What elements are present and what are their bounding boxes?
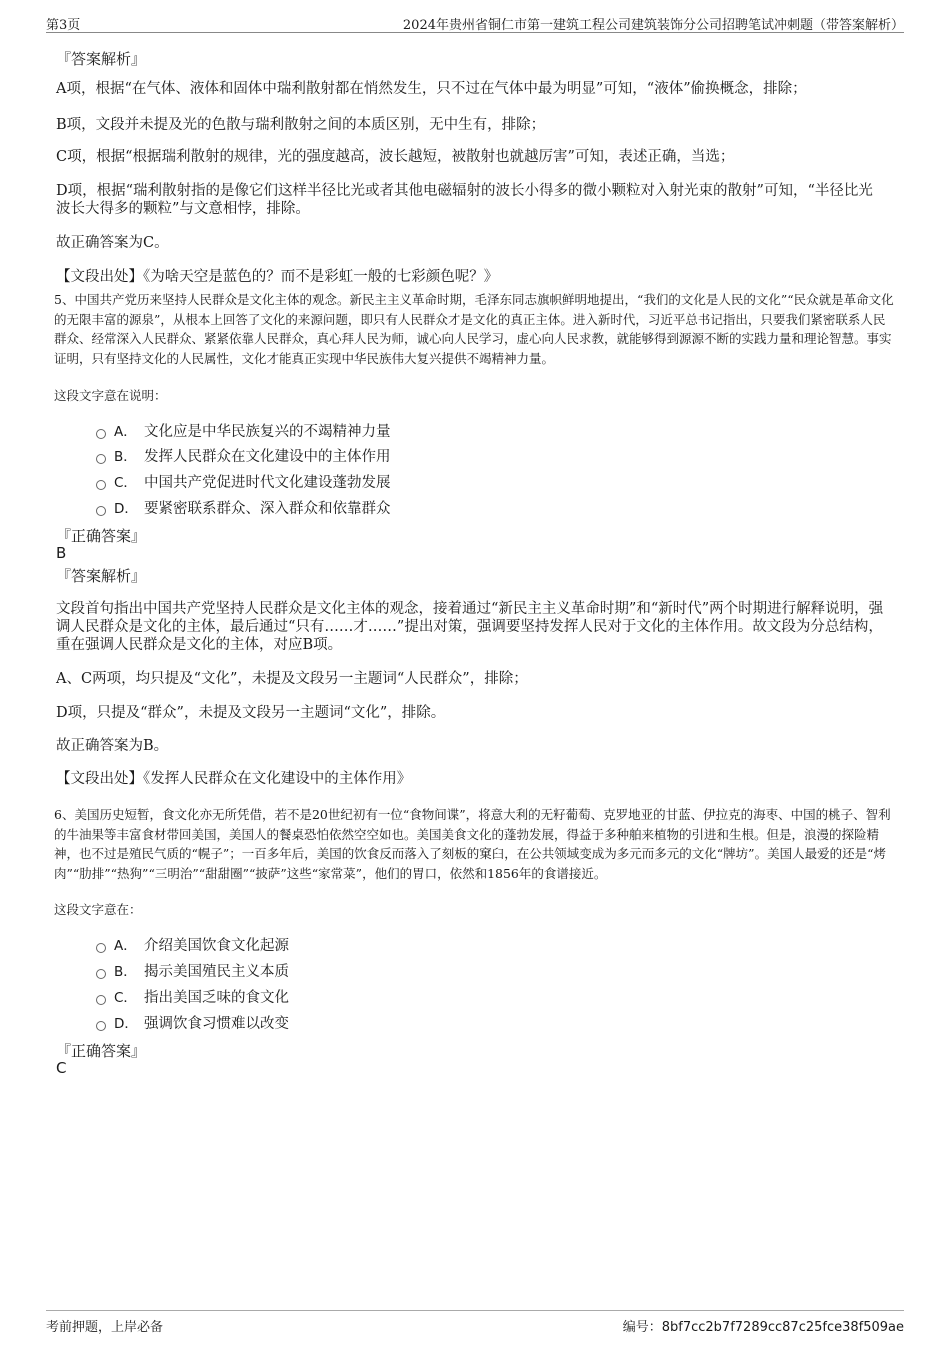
q5-option-b[interactable]	[96, 445, 391, 466]
option-text: 发挥人民群众在文化建设中的主体作用	[144, 449, 391, 465]
page-number: 第3页	[46, 18, 81, 33]
document-code: 编号：8bf7cc2b7f7289cc87c25fce38f509ae	[622, 1320, 904, 1335]
q5-analysis-d: D项，只提及“群众”，未提及文段另一主题词“文化”，排除。	[56, 705, 446, 721]
q5-conclusion: 故正确答案为B。	[56, 738, 169, 754]
option-key: B．	[114, 449, 137, 465]
q5-option-d[interactable]	[96, 497, 391, 518]
radio-icon[interactable]	[96, 454, 106, 464]
option-text: 强调饮食习惯难以改变	[144, 1016, 289, 1032]
option-text: 介绍美国饮食文化起源	[144, 938, 289, 954]
option-key: D．	[114, 501, 138, 517]
page-header	[46, 10, 904, 33]
option-key: A．	[114, 424, 137, 440]
q6-option-d[interactable]	[96, 1012, 289, 1033]
option-text: 文化应是中华民族复兴的不竭精神力量	[144, 424, 391, 440]
option-key: B．	[114, 964, 137, 980]
q5-answer: B	[56, 544, 67, 562]
q4-analysis-c: C项，根据“根据瑞利散射的规律，光的强度越高，波长越短，被散射也就越厉害”可知，表述正确，当选；	[56, 149, 735, 165]
radio-icon[interactable]	[96, 506, 106, 516]
q6-prompt: 这段文字意在：	[54, 902, 142, 917]
q5-source: 【文段出处】《发挥人民群众在文化建设中的主体作用》	[56, 771, 412, 787]
q6-stem: 6、美国历史短暂，食文化亦无所凭借，若不是20世纪初有一位“食物间谍”，将意大利的无籽葡萄、克罗地亚的甘蓝、伊拉克的海枣、中国的桃子、智利的牛油果等丰富食材带回美国，美国人的餐桌恐怕依然空空如也。美国美食文化的蓬勃发展，得益于多种舶来植物的引进和生根。但是，浪漫的探险精神，也不过是殖民气质的“幌子”；一百多年后，美国的饮食反而落入了刻板的窠臼，在公共领域变成为多元而多元的文化“牌坊”。美国人最爱的还是“烤肉”“肋排”“热狗”“三明治”“甜甜圈”“披萨”这些“家常菜”，他们的胃口，依然和1856年的食谱接近。	[54, 807, 891, 881]
q5-analysis-ac: A、C两项，均只提及“文化”，未提及文段另一主题词“人民群众”，排除；	[56, 671, 528, 687]
q5-analysis-label: 『答案解析』	[56, 567, 147, 585]
radio-icon[interactable]	[96, 969, 106, 979]
option-key: A．	[114, 938, 137, 954]
q5-prompt: 这段文字意在说明：	[54, 388, 167, 403]
q5-option-c[interactable]	[96, 471, 391, 492]
q4-analysis-label: 『答案解析』	[56, 50, 147, 68]
q4-conclusion: 故正确答案为C。	[56, 235, 169, 251]
q4-analysis-d: D项，根据“瑞利散射指的是像它们这样半径比光或者其他电磁辐射的波长小得多的微小颗粒对入射光束的散射”可知，“半径比光波长大得多的颗粒”与文意相悖，排除。	[56, 183, 873, 217]
option-text: 揭示美国殖民主义本质	[144, 964, 289, 980]
q6-option-b[interactable]	[96, 960, 289, 981]
option-text: 指出美国乏味的食文化	[144, 990, 289, 1006]
radio-icon[interactable]	[96, 480, 106, 490]
option-text: 要紧密联系群众、深入群众和依靠群众	[144, 501, 391, 517]
q6-option-c[interactable]	[96, 986, 289, 1007]
radio-icon[interactable]	[96, 429, 106, 439]
q6-option-a[interactable]	[96, 934, 289, 955]
option-text: 中国共产党促进时代文化建设蓬勃发展	[144, 475, 391, 491]
q4-analysis-a: A项，根据“在气体、液体和固体中瑞利散射都在悄然发生，只不过在气体中最为明显”可知，“液体”偷换概念，排除；	[56, 81, 807, 97]
q5-answer-label: 『正确答案』	[56, 527, 147, 545]
q6-answer-label: 『正确答案』	[56, 1042, 147, 1060]
q4-analysis-b: B项，文段并未提及光的色散与瑞利散射之间的本质区别，无中生有，排除；	[56, 117, 546, 133]
radio-icon[interactable]	[96, 1021, 106, 1031]
footer-slogan: 考前押题，上岸必备	[46, 1320, 164, 1335]
option-key: C．	[114, 990, 137, 1006]
radio-icon[interactable]	[96, 943, 106, 953]
q4-source: 【文段出处】《为啥天空是蓝色的？而不是彩虹一般的七彩颜色呢？》	[56, 269, 499, 285]
q6-answer: C	[56, 1059, 67, 1077]
radio-icon[interactable]	[96, 995, 106, 1005]
q5-analysis-main: 文段首句指出中国共产党坚持人民群众是文化主体的观念，接着通过“新民主主义革命时期”和“新时代”两个时期进行解释说明，强调人民群众是文化的主体，最后通过“只有……才……”提出对策，强调要坚持发挥人民对于文化的主体作用。故文段为分总结构，重在强调人民群众是文化的主体，对应B项。	[56, 601, 884, 653]
document-title: 2024年贵州省铜仁市第一建筑工程公司建筑装饰分公司招聘笔试冲刺题（带答案解析）	[402, 18, 904, 33]
option-key: C．	[114, 475, 137, 491]
q5-option-a[interactable]	[96, 420, 391, 441]
page-footer	[46, 1310, 904, 1335]
q5-stem: 5、中国共产党历来坚持人民群众是文化主体的观念。新民主主义革命时期，毛泽东同志旗帜鲜明地提出，“我们的文化是人民的文化”“民众就是革命文化的无限丰富的源泉”，从根本上回答了文化的来源问题，即只有人民群众才是文化的真正主体。进入新时代，习近平总书记指出，只要我们紧密联系人民群众、经常深入人民群众、紧紧依靠人民群众，真心拜人民为师，诚心向人民学习，虚心向人民求教，就能够得到源源不断的实践力量和理论智慧。事实证明，只有坚持文化的人民属性，文化才能真正实现中华民族伟大复兴提供不竭精神力量。	[54, 292, 894, 366]
option-key: D．	[114, 1016, 138, 1032]
